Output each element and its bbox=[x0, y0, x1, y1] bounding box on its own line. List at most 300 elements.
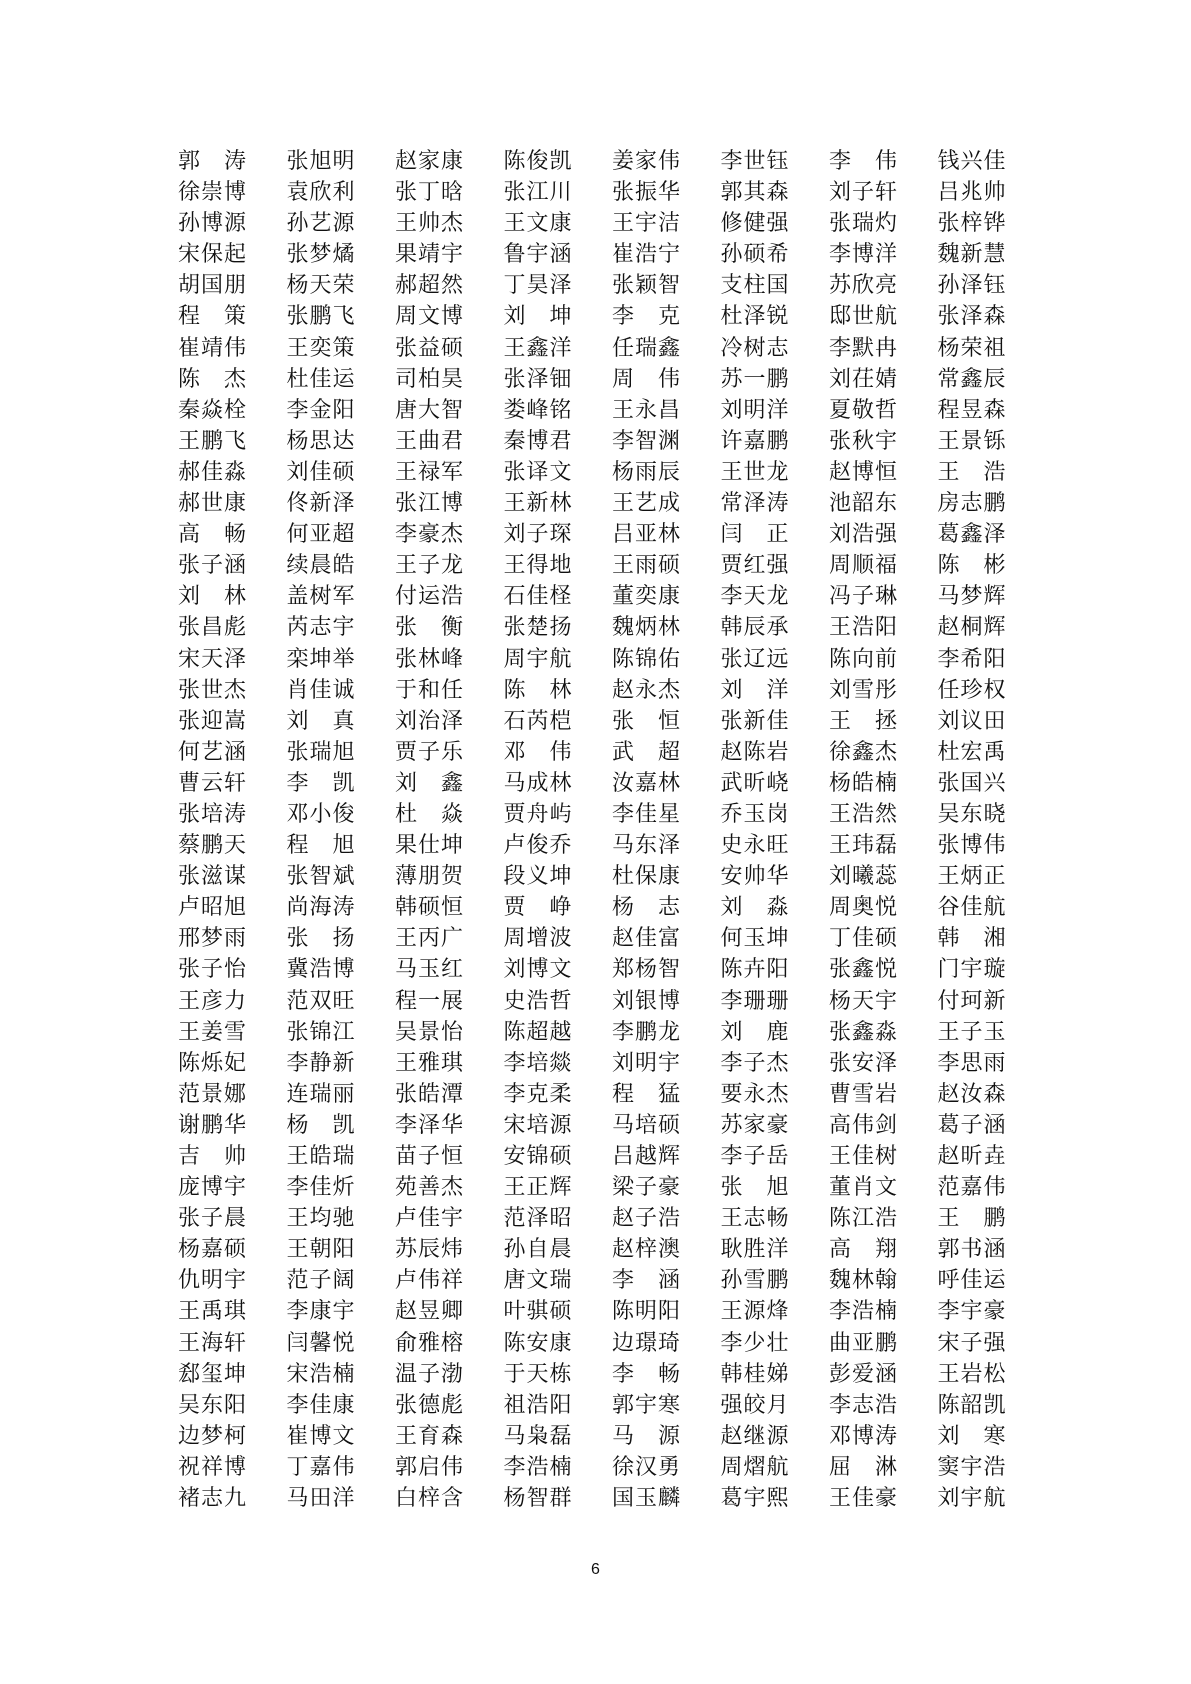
name-cell: 耿胜洋 bbox=[720, 1237, 790, 1263]
name-cell: 李默冉 bbox=[829, 335, 899, 361]
name-cell: 冀浩博 bbox=[286, 957, 356, 983]
name-cell: 邓 伟 bbox=[503, 739, 573, 765]
name-cell: 张振华 bbox=[612, 180, 682, 206]
name-cell: 张子晨 bbox=[178, 1206, 248, 1232]
name-cell: 孙博源 bbox=[178, 211, 248, 237]
name-cell: 张辽远 bbox=[720, 646, 790, 672]
name-cell: 苏欣亮 bbox=[829, 273, 899, 299]
name-cell: 王志畅 bbox=[720, 1206, 790, 1232]
name-cell: 刘 真 bbox=[286, 708, 356, 734]
name-cell: 卢昭旭 bbox=[178, 895, 248, 921]
name-cell: 陈韶凯 bbox=[937, 1392, 1007, 1418]
name-cell: 宋天泽 bbox=[178, 646, 248, 672]
name-cell: 王佳树 bbox=[829, 1144, 899, 1169]
name-cell: 冷树志 bbox=[720, 335, 790, 361]
name-cell: 何玉坤 bbox=[720, 926, 790, 952]
name-cell: 邓博涛 bbox=[829, 1423, 899, 1449]
name-cell: 程 猛 bbox=[612, 1081, 682, 1107]
name-cell: 王得地 bbox=[503, 553, 573, 579]
name-cell: 杜宏禹 bbox=[937, 739, 1007, 765]
name-cell: 赵佳富 bbox=[612, 926, 682, 952]
name-cell: 连瑞丽 bbox=[286, 1081, 356, 1107]
name-cell: 张国兴 bbox=[937, 770, 1007, 796]
name-cell: 高 翔 bbox=[829, 1237, 899, 1263]
name-cell: 张瑞灼 bbox=[829, 211, 899, 237]
name-cell: 郭宇寒 bbox=[612, 1392, 682, 1418]
name-cell: 杜保康 bbox=[612, 864, 682, 890]
name-cell: 杜佳运 bbox=[286, 366, 356, 392]
name-cell: 董奕康 bbox=[612, 584, 682, 610]
name-cell: 修健强 bbox=[720, 211, 790, 237]
name-cell: 卢伟祥 bbox=[395, 1268, 465, 1294]
name-cell: 丁嘉伟 bbox=[286, 1454, 356, 1480]
name-cell: 付运浩 bbox=[395, 584, 465, 610]
name-cell: 张江博 bbox=[395, 491, 465, 517]
name-cell: 贾 峥 bbox=[503, 895, 573, 921]
name-cell: 温子渤 bbox=[395, 1361, 465, 1387]
name-cell: 秦焱栓 bbox=[178, 397, 248, 423]
name-cell: 陈江浩 bbox=[829, 1206, 899, 1232]
name-cell: 郝超然 bbox=[395, 273, 465, 299]
name-cell: 李 凯 bbox=[286, 770, 356, 796]
name-cell: 李佳星 bbox=[612, 801, 682, 827]
name-cell: 杨雨辰 bbox=[612, 459, 682, 485]
name-cell: 赵昕垚 bbox=[937, 1144, 1007, 1169]
name-cell: 何亚超 bbox=[286, 522, 356, 548]
name-cell: 刘浩强 bbox=[829, 522, 899, 548]
name-cell: 呼佳运 bbox=[937, 1268, 1007, 1294]
name-cell: 盖树军 bbox=[286, 584, 356, 610]
name-cell: 赵家康 bbox=[395, 149, 465, 174]
name-cell: 李浩楠 bbox=[503, 1454, 573, 1480]
name-cell: 袁欣利 bbox=[286, 180, 356, 206]
name-cell: 武昕峣 bbox=[720, 770, 790, 796]
name-cell: 要永杰 bbox=[720, 1081, 790, 1107]
name-cell: 周奥悦 bbox=[829, 895, 899, 921]
name-cell: 石佳柽 bbox=[503, 584, 573, 610]
name-cell: 张昌彪 bbox=[178, 615, 248, 641]
name-cell: 刘雪彤 bbox=[829, 677, 899, 703]
name-cell: 宋浩楠 bbox=[286, 1361, 356, 1387]
name-cell: 崔浩宁 bbox=[612, 242, 682, 268]
name-cell: 范双旺 bbox=[286, 988, 356, 1014]
name-cell: 韩辰承 bbox=[720, 615, 790, 641]
name-cell: 张 恒 bbox=[612, 708, 682, 734]
name-cell: 王 浩 bbox=[937, 459, 1007, 485]
name-cell: 马田洋 bbox=[286, 1486, 356, 1512]
name-list-grid bbox=[178, 146, 1028, 1514]
name-cell: 付珂新 bbox=[937, 988, 1007, 1014]
name-cell: 司柏昊 bbox=[395, 366, 465, 392]
name-cell: 张旭明 bbox=[286, 149, 356, 174]
name-cell: 李世钰 bbox=[720, 149, 790, 174]
name-cell: 曲亚鹏 bbox=[829, 1330, 899, 1356]
name-cell: 韩硕恒 bbox=[395, 895, 465, 921]
name-cell: 王禄军 bbox=[395, 459, 465, 485]
name-cell: 刘 坤 bbox=[503, 304, 573, 330]
name-cell: 鲁宇涵 bbox=[503, 242, 573, 268]
name-cell: 马玉红 bbox=[395, 957, 465, 983]
name-cell: 祝祥博 bbox=[178, 1454, 248, 1480]
name-cell: 陈明阳 bbox=[612, 1299, 682, 1325]
name-cell: 周宇航 bbox=[503, 646, 573, 672]
name-cell: 陈安康 bbox=[503, 1330, 573, 1356]
name-cell: 张培涛 bbox=[178, 801, 248, 827]
name-cell: 谷佳航 bbox=[937, 895, 1007, 921]
name-cell: 范景娜 bbox=[178, 1081, 248, 1107]
name-cell: 徐汉勇 bbox=[612, 1454, 682, 1480]
name-cell: 王岩松 bbox=[937, 1361, 1007, 1387]
name-cell: 娄峰铭 bbox=[503, 397, 573, 423]
name-cell: 李子岳 bbox=[720, 1144, 790, 1169]
name-cell: 程昱森 bbox=[937, 397, 1007, 423]
name-cell: 李志浩 bbox=[829, 1392, 899, 1418]
name-cell: 王艺成 bbox=[612, 491, 682, 517]
name-cell: 苏一鹏 bbox=[720, 366, 790, 392]
name-cell: 程一展 bbox=[395, 988, 465, 1014]
name-cell: 郄玺坤 bbox=[178, 1361, 248, 1387]
name-cell: 赵昱卿 bbox=[395, 1299, 465, 1325]
name-cell: 曹雪岩 bbox=[829, 1081, 899, 1107]
name-cell: 范泽昭 bbox=[503, 1206, 573, 1232]
name-cell: 李佳康 bbox=[286, 1392, 356, 1418]
name-cell: 张丁晗 bbox=[395, 180, 465, 206]
name-cell: 贾子乐 bbox=[395, 739, 465, 765]
name-cell: 任瑞鑫 bbox=[612, 335, 682, 361]
name-cell: 李金阳 bbox=[286, 397, 356, 423]
name-cell: 周文博 bbox=[395, 304, 465, 330]
name-cell: 佟新泽 bbox=[286, 491, 356, 517]
name-cell: 王雨硕 bbox=[612, 553, 682, 579]
name-cell: 程 旭 bbox=[286, 833, 356, 859]
name-cell: 卢佳宇 bbox=[395, 1206, 465, 1232]
name-cell: 张梦燏 bbox=[286, 242, 356, 268]
name-cell: 芮志宇 bbox=[286, 615, 356, 641]
name-cell: 张梓铧 bbox=[937, 211, 1007, 237]
name-cell: 吉 帅 bbox=[178, 1144, 248, 1169]
name-cell: 李鹏龙 bbox=[612, 1019, 682, 1045]
name-cell: 李 伟 bbox=[829, 149, 899, 174]
name-cell: 张楚扬 bbox=[503, 615, 573, 641]
name-cell: 安帅华 bbox=[720, 864, 790, 890]
name-cell: 李希阳 bbox=[937, 646, 1007, 672]
name-cell: 吴东晓 bbox=[937, 801, 1007, 827]
name-cell: 邢梦雨 bbox=[178, 926, 248, 952]
name-cell: 果靖宇 bbox=[395, 242, 465, 268]
name-cell: 王新林 bbox=[503, 491, 573, 517]
name-cell: 张智斌 bbox=[286, 864, 356, 890]
name-cell: 秦博君 bbox=[503, 428, 573, 454]
name-cell: 葛子涵 bbox=[937, 1112, 1007, 1138]
name-cell: 王佳豪 bbox=[829, 1486, 899, 1512]
name-cell: 高伟剑 bbox=[829, 1112, 899, 1138]
name-cell: 王正辉 bbox=[503, 1175, 573, 1201]
name-cell: 杨天宇 bbox=[829, 988, 899, 1014]
name-cell: 王文康 bbox=[503, 211, 573, 237]
name-cell: 张 扬 bbox=[286, 926, 356, 952]
name-cell: 白梓含 bbox=[395, 1486, 465, 1512]
name-cell: 吕越辉 bbox=[612, 1144, 682, 1169]
name-cell: 张颖智 bbox=[612, 273, 682, 299]
name-cell: 支柱国 bbox=[720, 273, 790, 299]
name-cell: 赵汝森 bbox=[937, 1081, 1007, 1107]
name-cell: 王禹琪 bbox=[178, 1299, 248, 1325]
name-cell: 丁佳硕 bbox=[829, 926, 899, 952]
name-cell: 孙自晨 bbox=[503, 1237, 573, 1263]
name-cell: 邸世航 bbox=[829, 304, 899, 330]
name-cell: 陈锦佑 bbox=[612, 646, 682, 672]
name-cell: 张世杰 bbox=[178, 677, 248, 703]
name-cell: 张泽钿 bbox=[503, 366, 573, 392]
name-cell: 范嘉伟 bbox=[937, 1175, 1007, 1201]
name-cell: 陈俊凯 bbox=[503, 149, 573, 174]
name-cell: 张鑫悦 bbox=[829, 957, 899, 983]
name-cell: 刘曦蕊 bbox=[829, 864, 899, 890]
name-cell: 史永旺 bbox=[720, 833, 790, 859]
name-cell: 杨皓楠 bbox=[829, 770, 899, 796]
name-cell: 张秋宇 bbox=[829, 428, 899, 454]
name-cell: 杨嘉硕 bbox=[178, 1237, 248, 1263]
name-cell: 国玉麟 bbox=[612, 1486, 682, 1512]
name-cell: 刘茌婧 bbox=[829, 366, 899, 392]
name-cell: 刘 林 bbox=[178, 584, 248, 610]
name-cell: 王彦力 bbox=[178, 988, 248, 1014]
name-cell: 刘宇航 bbox=[937, 1486, 1007, 1512]
name-cell: 张滋谋 bbox=[178, 864, 248, 890]
name-cell: 胡国朋 bbox=[178, 273, 248, 299]
name-cell: 张新佳 bbox=[720, 708, 790, 734]
name-cell: 王雅琪 bbox=[395, 1050, 465, 1076]
name-cell: 刘佳硕 bbox=[286, 459, 356, 485]
name-cell: 刘 淼 bbox=[720, 895, 790, 921]
name-cell: 李珊珊 bbox=[720, 988, 790, 1014]
name-cell: 王浩然 bbox=[829, 801, 899, 827]
name-cell: 王 鹏 bbox=[937, 1206, 1007, 1232]
name-cell: 王曲君 bbox=[395, 428, 465, 454]
name-cell: 李 涵 bbox=[612, 1268, 682, 1294]
name-cell: 贾红强 bbox=[720, 553, 790, 579]
name-cell: 陈 杰 bbox=[178, 366, 248, 392]
name-cell: 李天龙 bbox=[720, 584, 790, 610]
name-cell: 杨 凯 bbox=[286, 1112, 356, 1138]
name-cell: 张 衡 bbox=[395, 615, 465, 641]
name-cell: 陈 林 bbox=[503, 677, 573, 703]
name-cell: 崔靖伟 bbox=[178, 335, 248, 361]
name-cell: 宋保起 bbox=[178, 242, 248, 268]
name-cell: 刘银博 bbox=[612, 988, 682, 1014]
name-cell: 宋子强 bbox=[937, 1330, 1007, 1356]
name-cell: 段义坤 bbox=[503, 864, 573, 890]
name-cell: 王 拯 bbox=[829, 708, 899, 734]
name-cell: 韩 湘 bbox=[937, 926, 1007, 952]
name-cell: 张泽森 bbox=[937, 304, 1007, 330]
name-cell: 谢鹏华 bbox=[178, 1112, 248, 1138]
name-cell: 肖佳诚 bbox=[286, 677, 356, 703]
name-cell: 刘 洋 bbox=[720, 677, 790, 703]
name-cell: 李子杰 bbox=[720, 1050, 790, 1076]
name-cell: 杨荣祖 bbox=[937, 335, 1007, 361]
name-cell: 闫 正 bbox=[720, 522, 790, 548]
name-cell: 赵桐辉 bbox=[937, 615, 1007, 641]
name-cell: 赵子浩 bbox=[612, 1206, 682, 1232]
name-cell: 张子涵 bbox=[178, 553, 248, 579]
name-cell: 王世龙 bbox=[720, 459, 790, 485]
name-cell: 郑杨智 bbox=[612, 957, 682, 983]
name-cell: 刘明宇 bbox=[612, 1050, 682, 1076]
name-cell: 尚海涛 bbox=[286, 895, 356, 921]
name-cell: 乔玉岗 bbox=[720, 801, 790, 827]
name-cell: 王鹏飞 bbox=[178, 428, 248, 454]
name-cell: 武 超 bbox=[612, 739, 682, 765]
name-cell: 李 畅 bbox=[612, 1361, 682, 1387]
name-cell: 王宇洁 bbox=[612, 211, 682, 237]
name-cell: 董肖文 bbox=[829, 1175, 899, 1201]
name-cell: 王源烽 bbox=[720, 1299, 790, 1325]
name-cell: 王育森 bbox=[395, 1423, 465, 1449]
name-cell: 张锦江 bbox=[286, 1019, 356, 1045]
name-cell: 苏家豪 bbox=[720, 1112, 790, 1138]
name-cell: 赵永杰 bbox=[612, 677, 682, 703]
name-cell: 杜泽锐 bbox=[720, 304, 790, 330]
name-cell: 梁子豪 bbox=[612, 1175, 682, 1201]
name-cell: 常鑫辰 bbox=[937, 366, 1007, 392]
name-cell: 刘 鑫 bbox=[395, 770, 465, 796]
name-cell: 刘明洋 bbox=[720, 397, 790, 423]
name-cell: 王子玉 bbox=[937, 1019, 1007, 1045]
name-cell: 吕兆帅 bbox=[937, 180, 1007, 206]
name-cell: 冯子琳 bbox=[829, 584, 899, 610]
name-cell: 蔡鹏天 bbox=[178, 833, 248, 859]
name-cell: 贾舟屿 bbox=[503, 801, 573, 827]
name-cell: 赵博恒 bbox=[829, 459, 899, 485]
name-cell: 魏新慧 bbox=[937, 242, 1007, 268]
name-cell: 张译文 bbox=[503, 459, 573, 485]
name-cell: 李克柔 bbox=[503, 1081, 573, 1107]
name-cell: 王子龙 bbox=[395, 553, 465, 579]
name-cell: 王奕策 bbox=[286, 335, 356, 361]
name-cell: 张迎嵩 bbox=[178, 708, 248, 734]
name-cell: 李浩楠 bbox=[829, 1299, 899, 1325]
name-cell: 俞雅榕 bbox=[395, 1330, 465, 1356]
name-cell: 周增波 bbox=[503, 926, 573, 952]
name-cell: 石芮桤 bbox=[503, 708, 573, 734]
name-cell: 张博伟 bbox=[937, 833, 1007, 859]
name-cell: 邓小俊 bbox=[286, 801, 356, 827]
name-cell: 果仕坤 bbox=[395, 833, 465, 859]
name-cell: 苗子恒 bbox=[395, 1144, 465, 1169]
name-cell: 李泽华 bbox=[395, 1112, 465, 1138]
name-cell: 苏辰炜 bbox=[395, 1237, 465, 1263]
name-cell: 史浩哲 bbox=[503, 988, 573, 1014]
name-cell: 边梦柯 bbox=[178, 1423, 248, 1449]
name-cell: 任珍权 bbox=[937, 677, 1007, 703]
name-cell: 郝佳淼 bbox=[178, 459, 248, 485]
name-cell: 郭启伟 bbox=[395, 1454, 465, 1480]
name-cell: 赵陈岩 bbox=[720, 739, 790, 765]
name-cell: 卢俊乔 bbox=[503, 833, 573, 859]
name-cell: 张鑫淼 bbox=[829, 1019, 899, 1045]
name-cell: 刘议田 bbox=[937, 708, 1007, 734]
name-cell: 吴景怡 bbox=[395, 1019, 465, 1045]
name-cell: 杨 志 bbox=[612, 895, 682, 921]
name-cell: 李智渊 bbox=[612, 428, 682, 454]
name-cell: 钱兴佳 bbox=[937, 149, 1007, 174]
name-cell: 祖浩阳 bbox=[503, 1392, 573, 1418]
name-cell: 庞博宇 bbox=[178, 1175, 248, 1201]
name-cell: 续晨皓 bbox=[286, 553, 356, 579]
name-cell: 刘子琛 bbox=[503, 522, 573, 548]
name-cell: 高 畅 bbox=[178, 522, 248, 548]
name-cell: 魏林翰 bbox=[829, 1268, 899, 1294]
name-cell: 马 源 bbox=[612, 1423, 682, 1449]
name-cell: 刘 寒 bbox=[937, 1423, 1007, 1449]
name-cell: 刘 鹿 bbox=[720, 1019, 790, 1045]
name-cell: 周熠航 bbox=[720, 1454, 790, 1480]
name-cell: 马枭磊 bbox=[503, 1423, 573, 1449]
name-cell: 王帅杰 bbox=[395, 211, 465, 237]
name-cell: 杨天荣 bbox=[286, 273, 356, 299]
name-cell: 孙硕希 bbox=[720, 242, 790, 268]
name-cell: 王鑫洋 bbox=[503, 335, 573, 361]
name-cell: 常泽涛 bbox=[720, 491, 790, 517]
name-cell: 刘治泽 bbox=[395, 708, 465, 734]
name-cell: 李博洋 bbox=[829, 242, 899, 268]
name-cell: 张瑞旭 bbox=[286, 739, 356, 765]
name-cell: 魏炳林 bbox=[612, 615, 682, 641]
name-cell: 周顺福 bbox=[829, 553, 899, 579]
name-cell: 刘子轩 bbox=[829, 180, 899, 206]
name-cell: 唐文瑞 bbox=[503, 1268, 573, 1294]
name-cell: 李康宇 bbox=[286, 1299, 356, 1325]
name-cell: 李豪杰 bbox=[395, 522, 465, 548]
name-cell: 李佳炘 bbox=[286, 1175, 356, 1201]
name-cell: 王玮磊 bbox=[829, 833, 899, 859]
name-cell: 陈超越 bbox=[503, 1019, 573, 1045]
name-cell: 陈烁妃 bbox=[178, 1050, 248, 1076]
name-cell: 徐崇博 bbox=[178, 180, 248, 206]
name-cell: 王姜雪 bbox=[178, 1019, 248, 1045]
name-cell: 于和任 bbox=[395, 677, 465, 703]
name-cell: 李培燚 bbox=[503, 1050, 573, 1076]
name-cell: 房志鹏 bbox=[937, 491, 1007, 517]
name-cell: 吕亚林 bbox=[612, 522, 682, 548]
name-cell: 程 策 bbox=[178, 304, 248, 330]
name-cell: 边璟琦 bbox=[612, 1330, 682, 1356]
name-cell: 门宇璇 bbox=[937, 957, 1007, 983]
name-cell: 马成林 bbox=[503, 770, 573, 796]
name-cell: 苑善杰 bbox=[395, 1175, 465, 1201]
name-cell: 葛鑫泽 bbox=[937, 522, 1007, 548]
name-cell: 马培硕 bbox=[612, 1112, 682, 1138]
name-cell: 徐鑫杰 bbox=[829, 739, 899, 765]
name-cell: 刘博文 bbox=[503, 957, 573, 983]
name-cell: 栾坤举 bbox=[286, 646, 356, 672]
name-cell: 屈 淋 bbox=[829, 1454, 899, 1480]
name-cell: 曹云轩 bbox=[178, 770, 248, 796]
name-cell: 姜家伟 bbox=[612, 149, 682, 174]
name-cell: 陈卉阳 bbox=[720, 957, 790, 983]
name-cell: 陈 彬 bbox=[937, 553, 1007, 579]
name-cell: 张林峰 bbox=[395, 646, 465, 672]
name-cell: 张益硕 bbox=[395, 335, 465, 361]
name-cell: 李 克 bbox=[612, 304, 682, 330]
name-cell: 吴东阳 bbox=[178, 1392, 248, 1418]
name-cell: 韩桂娣 bbox=[720, 1361, 790, 1387]
name-cell: 葛宇熙 bbox=[720, 1486, 790, 1512]
name-cell: 李少壮 bbox=[720, 1330, 790, 1356]
name-cell: 李宇豪 bbox=[937, 1299, 1007, 1325]
name-cell: 王永昌 bbox=[612, 397, 682, 423]
